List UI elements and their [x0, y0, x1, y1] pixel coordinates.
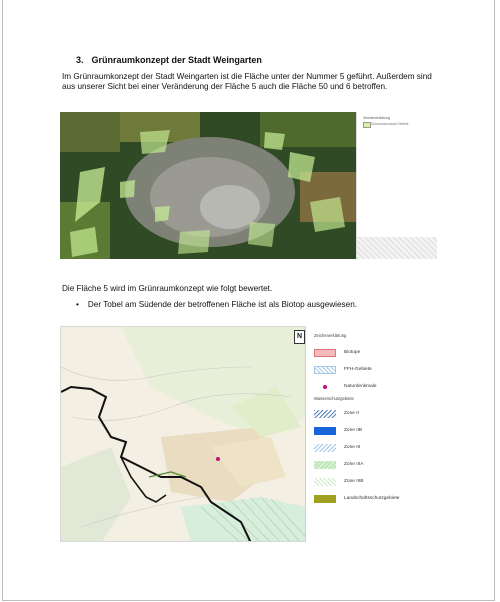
legend-item-zone-iiia: [314, 459, 363, 470]
zone-iiia-swatch: [314, 461, 336, 469]
zone-iiib-swatch: [314, 478, 336, 486]
aerial-legend-label: Grünraumkonzept Gebiete: [371, 122, 409, 126]
aerial-legend-title: Zeichenerklärung: [363, 116, 391, 120]
detail-map-image: [61, 327, 306, 542]
bullet-dot: •: [76, 300, 79, 309]
naturdenkmale-label: Naturdenkmale: [344, 384, 377, 389]
aerial-legend-swatch: [363, 122, 371, 128]
legend-item-zone-iib: [314, 425, 362, 436]
detail-legend-title: Zeichenerklärung: [314, 333, 347, 338]
aerial-map: [60, 112, 437, 259]
bullet-item: [76, 300, 357, 309]
section-heading: [76, 55, 262, 65]
detail-map-legend: [305, 326, 426, 542]
biotope-label: Biotope: [344, 350, 361, 355]
zone-iii-swatch: [314, 444, 336, 452]
north-arrow: N: [294, 330, 305, 344]
biotope-swatch: [314, 349, 336, 357]
wasserschutz-title: Wasserschutzgebiete: [314, 396, 354, 401]
landschaftsschutz-label: Landschaftsschutzgebiete: [344, 496, 400, 501]
zone-ii-swatch: [314, 410, 336, 418]
ffh-label: FFH-Gebiete: [344, 367, 372, 372]
zone-iiib-label: Zone IIIB: [344, 479, 364, 484]
zone-iib-label: Zone IIB: [344, 428, 363, 433]
zone-iiia-label: Zone IIIA: [344, 462, 364, 467]
bullet-text: Der Tobel am Südende der betroffenen Fläche ist als Biotop ausgewiesen.: [87, 300, 358, 309]
intro-paragraph: Im Grünraumkonzept der Stadt Weingarten ist die Fläche unter der Nummer 5 geführt. Außerdem sind aus unserer Sicht bei einer Veränderung der Fläche 5 auch die Fläche 50 und 6 betroffen.: [62, 72, 432, 91]
aerial-map-image: [60, 112, 357, 259]
aerial-map-inset: [357, 237, 437, 259]
legend-item-zone-iii: [314, 442, 360, 453]
zone-ii-label: Zone II: [344, 411, 359, 416]
aerial-map-legend: [356, 112, 437, 259]
section-number: 3.: [76, 55, 84, 65]
naturdenkmale-swatch: [314, 383, 336, 391]
legend-item-biotope: [314, 347, 360, 358]
legend-item-ffh: [314, 364, 372, 375]
zone-iii-label: Zone III: [344, 445, 361, 450]
ffh-swatch: [314, 366, 336, 374]
evaluation-paragraph: Die Fläche 5 wird im Grünraumkonzept wie folgt bewertet.: [62, 284, 273, 293]
legend-item-zone-iiib: [314, 476, 363, 487]
section-title: Grünraumkonzept der Stadt Weingarten: [91, 55, 262, 65]
legend-item-naturdenkmale: [314, 381, 377, 392]
zone-iib-swatch: [314, 427, 336, 435]
legend-item-zone-ii: [314, 408, 359, 419]
legend-item-landschaftsschutz: [314, 493, 399, 504]
landschaftsschutz-swatch: [314, 495, 336, 503]
